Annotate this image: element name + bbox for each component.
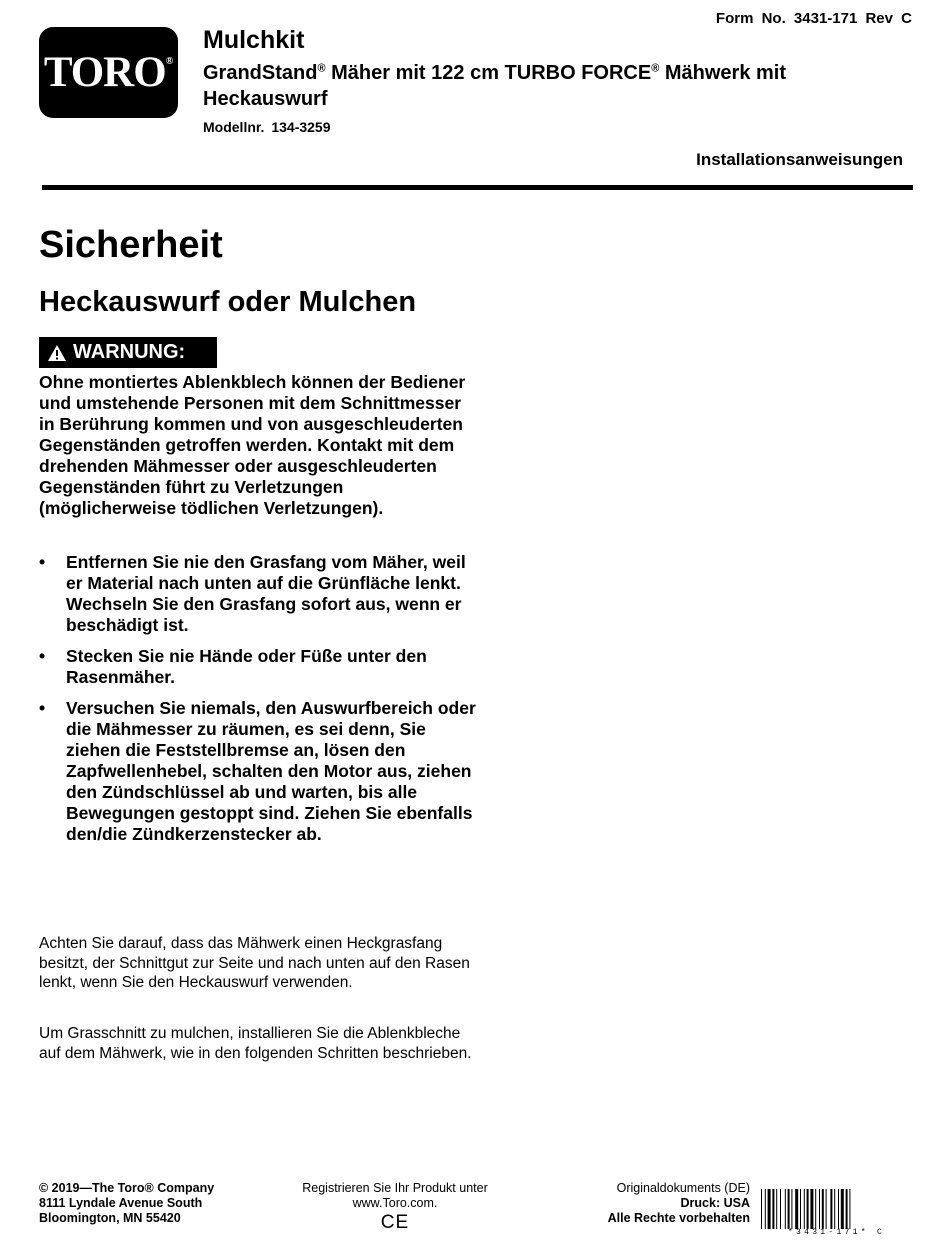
product-title: Mulchkit <box>203 26 305 54</box>
original-note: Originaldokuments (DE) <box>616 1181 750 1195</box>
warning-badge <box>39 337 217 368</box>
warning-bullet-list <box>39 552 479 855</box>
body-paragraph: Achten Sie darauf, dass das Mähwerk einen Heckgrasfang besitzt, der Schnittgut zur Seite und nach unten auf den Rasen lenkt, wenn Sie den Heckauswurf verwenden. <box>39 935 470 991</box>
model-number: Modellnr. 134-3259 <box>203 119 331 135</box>
ce-mark: CE <box>380 1212 410 1233</box>
copyright: © 2019—The Toro® Company <box>39 1181 215 1195</box>
warning-text: Ohne montiertes Ablenkblech können der Bediener und umstehende Personen mit dem Schnittmesser in Berührung kommen und von ausgeschleuderten Gegenständen getroffen werden. Kontakt mit dem drehenden Mähmesser oder ausgeschleuderten Gegenständen führt zu Verletzungen (möglicherweise tödlichen Verletzungen). <box>39 372 466 518</box>
register-text: Registrieren Sie Ihr Produkt unter <box>302 1181 488 1195</box>
warning-label: WARNUNG: <box>73 341 186 363</box>
rights-note: Alle Rechte vorbehalten <box>607 1211 750 1225</box>
header-divider <box>42 185 913 190</box>
form-number: Form No. 3431-171 Rev C <box>715 10 912 27</box>
list-item: • Entfernen Sie nie den Grasfang vom Mäher, weil er Material nach unten auf die Grünfläche lenkt. Wechseln Sie den Grasfang sofort aus, wenn er beschädigt ist. <box>39 552 479 636</box>
address-line: 8111 Lyndale Avenue South <box>39 1196 203 1210</box>
product-subtitle: GrandStand® Mäher mit 122 cm TURBO FORCE® Mähwerk mit Heckauswurf <box>203 62 786 110</box>
warning-triangle-icon <box>47 344 67 362</box>
print-location: Druck: USA <box>680 1196 750 1210</box>
document-type: Installationsanweisungen <box>696 150 903 169</box>
print-info <box>608 1181 750 1226</box>
section-subheading: Heckauswurf oder Mulchen <box>39 286 417 318</box>
barcode <box>761 1189 912 1229</box>
list-item: • Stecken Sie nie Hände oder Füße unter den Rasenmäher. <box>39 646 479 688</box>
section-heading: Sicherheit <box>39 224 223 266</box>
register-url: www.Toro.com. <box>352 1196 438 1210</box>
address-line: Bloomington, MN 55420 <box>39 1211 181 1225</box>
logo-wordmark: TORO® <box>43 49 174 96</box>
registration-note <box>280 1181 510 1233</box>
list-item: • Versuchen Sie niemals, den Auswurfbereich oder die Mähmesser zu räumen, es sei denn, Sie ziehen die Feststellbremse an, lösen den Zapfwellenhebel, schalten den Motor aus, ziehen den Zündschlüssel ab und warten, bis alle Bewegungen gestoppt sind. Ziehen Sie ebenfalls den/die Zündkerzenstecker ab. <box>39 698 479 845</box>
toro-logo <box>39 27 178 118</box>
body-paragraph: Um Grasschnitt zu mulchen, installieren Sie die Ablenkbleche auf dem Mähwerk, wie in den folgenden Schritten beschrieben. <box>39 1025 472 1062</box>
barcode-text: *3431-171* C <box>787 1228 886 1237</box>
company-address <box>39 1181 214 1226</box>
